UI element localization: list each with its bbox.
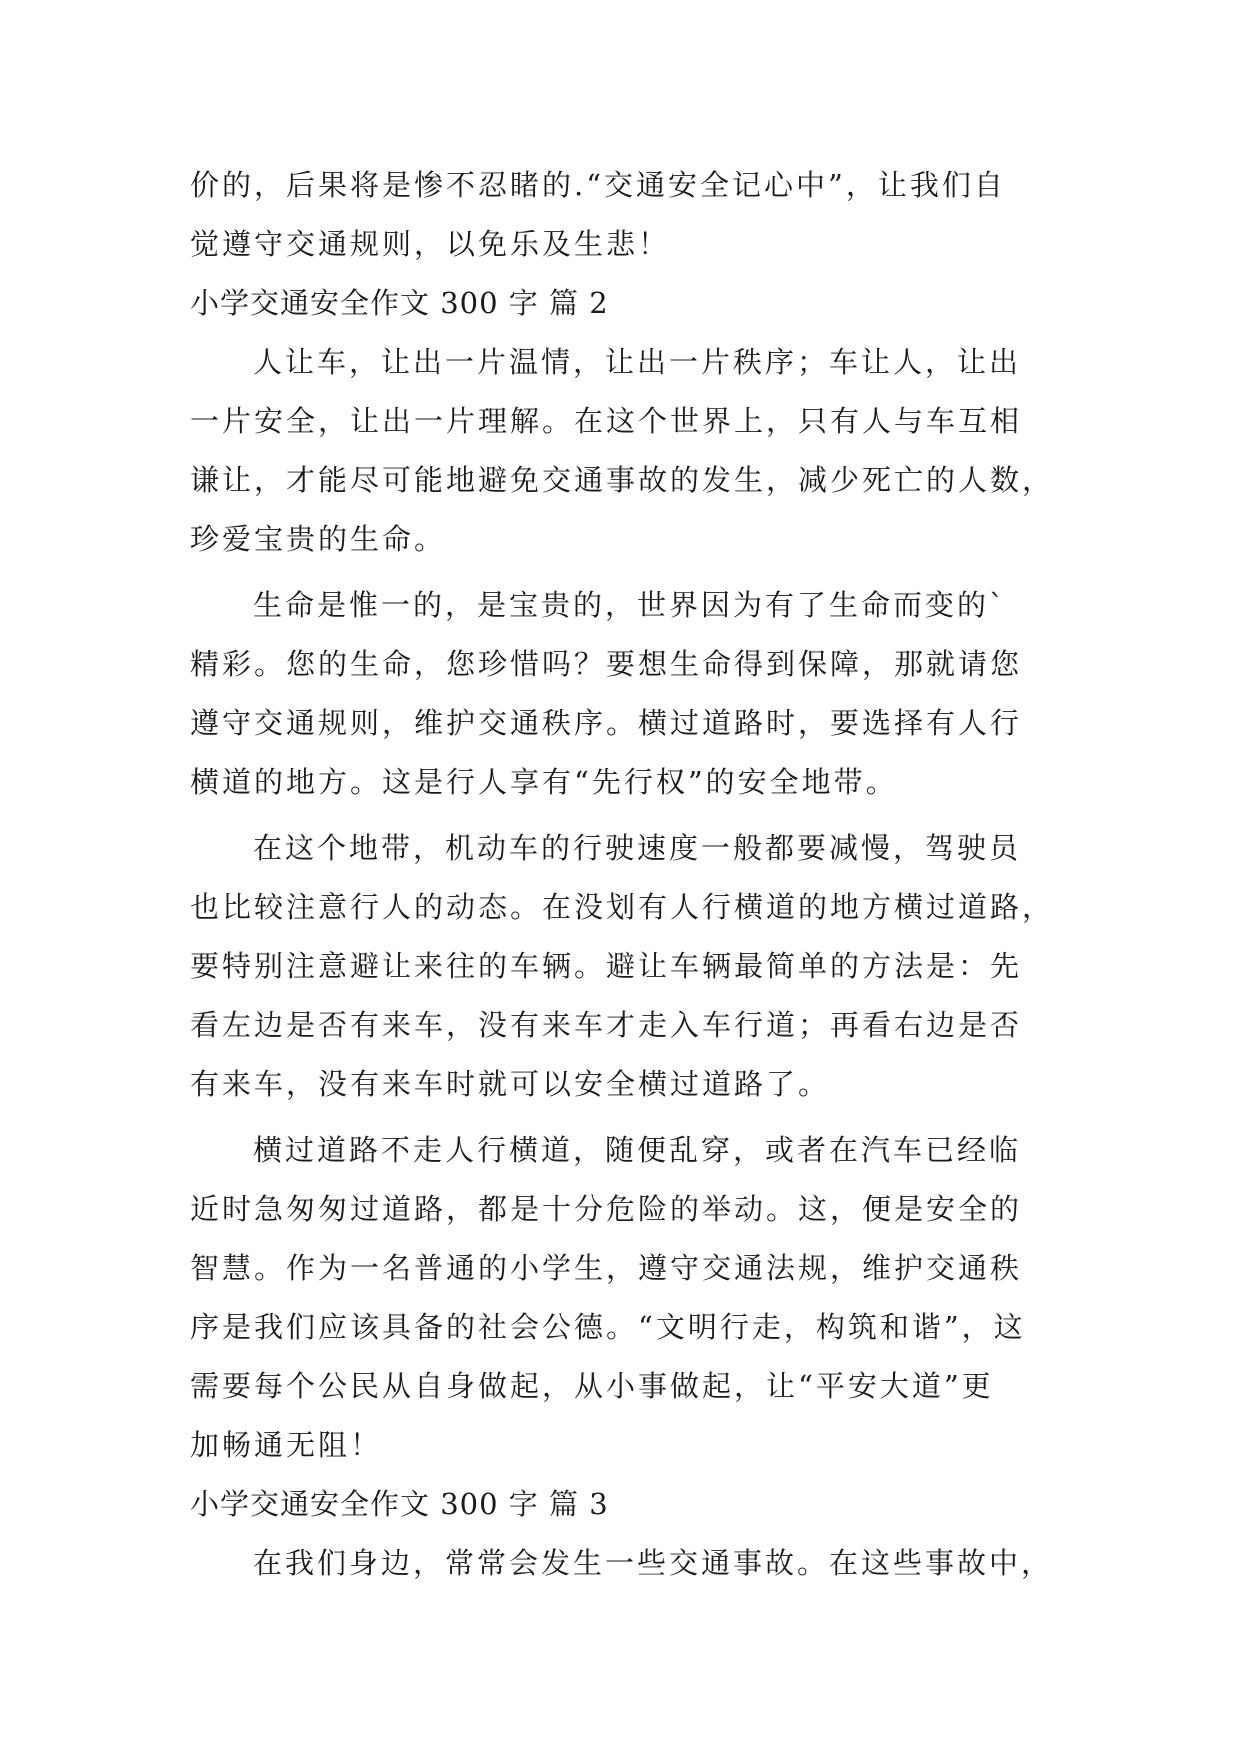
text-line: 觉遵守交通规则，以免乐及生悲！ [190, 227, 671, 261]
text-line: 要特别注意避让来往的车辆。避让车辆最简单的方法是：先 [190, 949, 1023, 983]
paragraph-5 [190, 1534, 1052, 1593]
text-line: 一片安全，让出一片理解。在这个世界上，只有人与车互相 [190, 404, 1023, 438]
paragraph-4 [190, 1121, 1052, 1475]
text-line: 谦让，才能尽可能地避免交通事故的发生，减少死亡的人数， [190, 463, 1055, 497]
paragraph-2 [190, 576, 1052, 812]
document-body [190, 156, 1055, 1593]
text-line: 近时急匆匆过道路，都是十分危险的举动。这，便是安全的 [190, 1192, 1023, 1226]
text-line: 生命是惟一的，是宝贵的，世界因为有了生命而变的` [253, 588, 1007, 622]
paragraph-3 [190, 819, 1055, 1114]
paragraph-gap [190, 812, 1052, 819]
text-line: 智慧。作为一名普通的小学生，遵守交通法规，维护交通秩 [190, 1251, 1023, 1285]
text-line: 序是我们应该具备的社会公德。“文明行走，构筑和谐”，这 [190, 1310, 1026, 1344]
text-line: 在我们身边，常常会发生一些交通事故。在这些事故中， [253, 1546, 1054, 1580]
text-line: 价的，后果将是惨不忍睹的.“交通安全记心中”，让我们自 [190, 168, 1006, 202]
text-line: 在这个地带，机动车的行驶速度一般都要减慢，驾驶员 [253, 831, 1022, 865]
text-line: 看左边是否有来车，没有来车才走入车行道；再看右边是否 [190, 1008, 1023, 1042]
section-heading-2: 小学交通安全作文 300 字 篇 2 [190, 286, 609, 320]
text-line: 横道的地方。这是行人享有“先行权”的安全地带。 [190, 765, 898, 799]
text-line: 人让车，让出一片温情，让出一片秩序；车让人，让出 [253, 345, 1022, 379]
paragraph-gap [190, 569, 1052, 576]
text-line: 也比较注意行人的动态。在没划有人行横道的地方横过道路， [190, 890, 1055, 924]
text-line: 有来车，没有来车时就可以安全横过道路了。 [190, 1067, 831, 1101]
paragraph-gap [190, 1114, 1052, 1121]
intro-paragraph [190, 156, 1052, 274]
text-line: 需要每个公民从自身做起，从小事做起，让“平安大道”更 [190, 1369, 994, 1403]
text-line: 遵守交通规则，维护交通秩序。横过道路时，要选择有人行 [190, 706, 1023, 740]
paragraph-1 [190, 333, 1055, 569]
text-line: 横过道路不走人行横道，随便乱穿，或者在汽车已经临 [253, 1133, 1022, 1167]
text-line: 珍爱宝贵的生命。 [190, 522, 447, 556]
text-line: 精彩。您的生命，您珍惜吗？要想生命得到保障，那就请您 [190, 647, 1023, 681]
section-heading-3: 小学交通安全作文 300 字 篇 3 [190, 1487, 609, 1521]
text-line: 加畅通无阻！ [190, 1428, 383, 1462]
